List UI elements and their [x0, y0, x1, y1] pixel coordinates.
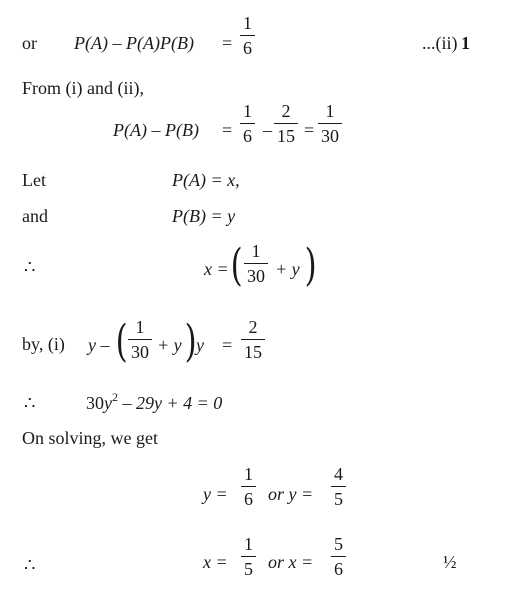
row1-denominator: 6 — [243, 38, 252, 58]
therefore-symbol: ∴ — [24, 555, 36, 575]
fraction-bar — [241, 556, 256, 557]
mark-half: ½ — [443, 552, 457, 572]
row10-or: or y = — [268, 484, 314, 504]
row1-lhs: P(A) – P(A)P(B) — [74, 33, 194, 53]
therefore-symbol: ∴ — [24, 393, 36, 413]
row10-f1-numerator: 1 — [244, 464, 253, 484]
row3-minus: – — [263, 120, 272, 140]
row10-f1-denominator: 6 — [244, 489, 253, 509]
row11-f1-denominator: 5 — [244, 559, 253, 579]
fraction-bar — [244, 263, 268, 264]
row9-text: On solving, we get — [22, 428, 158, 448]
row11-or: or x = — [268, 552, 314, 572]
row3-f3-numerator: 1 — [325, 101, 335, 121]
row4-lead: Let — [22, 170, 46, 190]
row4-expr: P(A) = x, — [172, 170, 240, 190]
row10-f2-denominator: 5 — [334, 489, 343, 509]
row5-expr: P(B) = y — [172, 206, 236, 226]
row11-fraction-2 — [331, 535, 346, 578]
row3-f1-numerator: 1 — [243, 101, 252, 121]
row1-lead: or — [22, 33, 37, 53]
row7-denominator: 30 — [131, 342, 149, 362]
row11-f2-denominator: 6 — [334, 559, 343, 579]
row6-plus-y: + y — [275, 259, 300, 279]
row6-numerator: 1 — [251, 241, 261, 261]
fraction-bar — [274, 123, 298, 124]
fraction-bar — [331, 556, 346, 557]
row2-text: From (i) and (ii), — [22, 78, 144, 98]
row7-rhs-fraction — [241, 318, 265, 361]
row3-f3-denominator: 30 — [321, 126, 339, 146]
fraction-bar — [331, 486, 346, 487]
row7-plus-y: + y — [157, 335, 182, 355]
row7-equals: = — [222, 335, 233, 355]
fraction-bar — [128, 339, 152, 340]
row6-lhs: x = — [204, 259, 229, 279]
row7-y-minus: y – — [88, 335, 110, 355]
row7-fraction — [128, 318, 152, 361]
row10-f2-numerator: 4 — [334, 464, 343, 484]
row5-lead: and — [22, 206, 48, 226]
row3-f1-denominator: 6 — [243, 126, 252, 146]
row10-lhs: y = — [203, 484, 228, 504]
therefore-symbol: ∴ — [24, 257, 36, 277]
row3-equals: = — [222, 120, 233, 140]
fraction-bar — [240, 123, 255, 124]
fraction-bar — [241, 486, 256, 487]
row7-lead: by, (i) — [22, 334, 65, 354]
row7-rhs-numerator: 2 — [248, 317, 258, 337]
row8-coef: 30 — [86, 393, 104, 413]
mark-1: 1 — [461, 33, 470, 53]
row3-lhs: P(A) – P(B) — [113, 120, 199, 140]
row8-equation — [86, 390, 223, 413]
right-paren: ) — [304, 240, 317, 291]
left-paren: ( — [230, 240, 243, 291]
fraction-bar — [241, 339, 265, 340]
row11-lhs: x = — [203, 552, 228, 572]
left-paren: ( — [115, 316, 128, 367]
row8-exponent: 2 — [112, 390, 118, 404]
row6-fraction — [244, 242, 268, 285]
row3-fraction-3 — [318, 102, 342, 145]
row11-fraction-1 — [241, 535, 256, 578]
fraction-bar — [240, 35, 255, 36]
row8-rest: – 29y + 4 = 0 — [118, 393, 223, 413]
row11-f2-numerator: 5 — [334, 534, 343, 554]
row10-fraction-2 — [331, 465, 346, 508]
row7-numerator: 1 — [135, 317, 145, 337]
row3-fraction-1 — [240, 102, 255, 145]
row1-numerator: 1 — [243, 13, 252, 33]
row6-denominator: 30 — [247, 266, 265, 286]
row3-f2-denominator: 15 — [277, 126, 295, 146]
row3-f2-numerator: 2 — [281, 101, 291, 121]
equation-tag: ...(ii) — [422, 33, 458, 53]
fraction-bar — [318, 123, 342, 124]
right-paren: ) — [184, 316, 197, 367]
row10-fraction-1 — [241, 465, 256, 508]
row3-equals-2: = — [304, 120, 315, 140]
row1-fraction — [240, 14, 255, 57]
row3-fraction-2 — [274, 102, 298, 145]
row7-rhs-denominator: 15 — [244, 342, 262, 362]
row11-f1-numerator: 1 — [244, 534, 253, 554]
row7-y: y — [196, 335, 204, 355]
row8-var: y — [104, 393, 112, 413]
row1-equals: = — [222, 33, 233, 53]
